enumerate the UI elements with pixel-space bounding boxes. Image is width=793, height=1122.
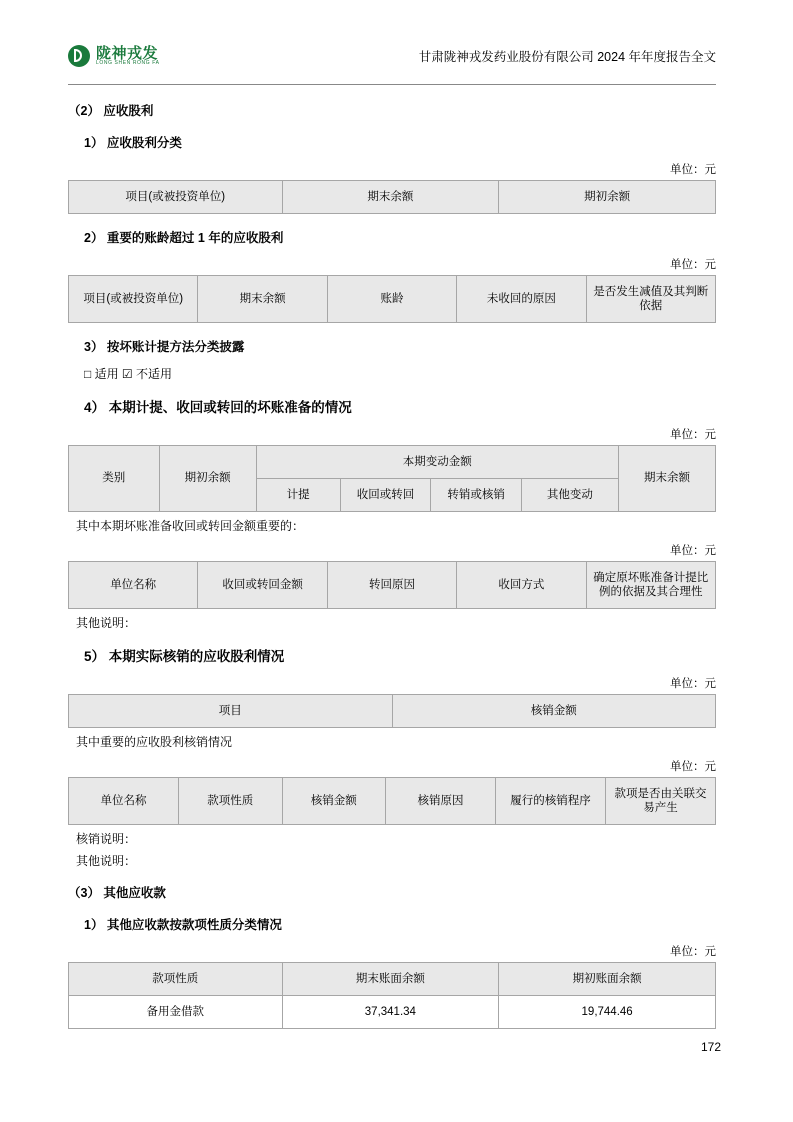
note-significant-writeoff: 其中重要的应收股利核销情况 — [76, 735, 233, 749]
column-header: 收回或转回 — [340, 479, 431, 512]
column-header: 未收回的原因 — [457, 276, 586, 323]
subsection-title-dividend-classification: 1） 应收股利分类 — [84, 136, 182, 150]
column-header: 单位名称 — [69, 562, 198, 609]
column-header: 核销金额 — [282, 778, 386, 825]
table-dividend-classification — [68, 180, 716, 214]
unit-label-4: 单位：元 — [670, 545, 716, 557]
applicability-checkboxes: □ 适用 ☑ 不适用 — [84, 367, 173, 381]
unit-label-6: 单位：元 — [670, 761, 716, 773]
table-significant-writeoff — [68, 777, 716, 825]
column-header: 期末余额 — [198, 276, 327, 323]
column-header: 期初余额 — [499, 181, 716, 214]
table-header-row — [69, 181, 716, 214]
column-header: 项目 — [69, 695, 393, 728]
table-row — [69, 996, 716, 1029]
column-header: 转回原因 — [327, 562, 456, 609]
company-logo — [68, 45, 160, 67]
note-other-explanation-2: 其他说明： — [76, 854, 137, 868]
page-header — [68, 30, 716, 82]
unit-label-1: 单位：元 — [670, 164, 716, 176]
table-significant-recovery — [68, 561, 716, 609]
column-header: 其他变动 — [521, 479, 618, 512]
table-writeoff — [68, 694, 716, 728]
column-header: 账龄 — [327, 276, 456, 323]
column-header: 确定原坏账准备计提比例的依据及其合理性 — [586, 562, 715, 609]
page-number: 172 — [700, 1040, 721, 1054]
table-header-row — [69, 276, 716, 323]
column-header: 款项性质 — [69, 963, 283, 996]
note-recovered-amounts: 其中本期坏账准备收回或转回金额重要的： — [76, 519, 305, 533]
column-group-header: 本期变动金额 — [256, 446, 618, 479]
unit-label-7: 单位：元 — [670, 946, 716, 958]
column-header: 计提 — [256, 479, 340, 512]
table-bad-debt-provision — [68, 445, 716, 512]
cell-beginning-balance: 19,744.46 — [499, 996, 716, 1029]
note-writeoff-explanation: 核销说明： — [76, 832, 137, 846]
column-header: 是否发生减值及其判断依据 — [586, 276, 715, 323]
subsection-title-bad-debt-disclosure: 3） 按坏账计提方法分类披露 — [84, 340, 245, 354]
logo-english-name: LONG SHEN RONG FA — [96, 60, 160, 67]
column-header: 期末余额 — [282, 181, 499, 214]
column-header: 履行的核销程序 — [496, 778, 606, 825]
logo-chinese-name: 陇神戎发 — [96, 44, 159, 62]
table-other-receivables-by-nature — [68, 962, 716, 1029]
table-header-row — [69, 695, 716, 728]
cell-nature: 备用金借款 — [69, 996, 283, 1029]
subsection-title-other-receivables-by-nature: 1） 其他应收款按款项性质分类情况 — [84, 918, 282, 932]
column-header: 期末余额 — [618, 446, 715, 512]
column-header: 期末账面余额 — [282, 963, 499, 996]
column-header: 转销或核销 — [431, 479, 522, 512]
table-header-row — [69, 778, 716, 825]
cell-ending-balance: 37,341.34 — [282, 996, 499, 1029]
table-aging-over-one-year — [68, 275, 716, 323]
subsection-title-bad-debt-provision: 4） 本期计提、收回或转回的坏账准备的情况 — [84, 400, 352, 415]
table-header-row — [69, 446, 716, 479]
column-header: 期初余额 — [159, 446, 256, 512]
header-divider — [68, 84, 716, 85]
unit-label-5: 单位：元 — [670, 678, 716, 690]
column-header: 项目(或被投资单位) — [69, 181, 283, 214]
logo-icon — [68, 45, 90, 67]
column-header: 款项性质 — [178, 778, 282, 825]
column-header: 项目(或被投资单位) — [69, 276, 198, 323]
column-header: 款项是否由关联交易产生 — [605, 778, 715, 825]
logo-text — [96, 46, 160, 67]
section-title-other-receivables: （3） 其他应收款 — [68, 886, 166, 900]
document-header-title: 甘肃陇神戎发药业股份有限公司 2024 年年度报告全文 — [418, 50, 716, 64]
column-header: 收回或转回金额 — [198, 562, 327, 609]
note-other-explanation-1: 其他说明： — [76, 616, 137, 630]
subsection-title-actual-writeoff: 5） 本期实际核销的应收股利情况 — [84, 649, 285, 664]
table-header-row — [69, 562, 716, 609]
section-title-dividends-receivable: （2） 应收股利 — [68, 104, 154, 118]
column-header: 期初账面余额 — [499, 963, 716, 996]
unit-label-3: 单位：元 — [670, 429, 716, 441]
subsection-title-aging-over-one-year: 2） 重要的账龄超过 1 年的应收股利 — [84, 231, 284, 245]
page-content — [68, 30, 716, 1031]
column-header: 类别 — [69, 446, 160, 512]
unit-label-2: 单位：元 — [670, 259, 716, 271]
column-header: 单位名称 — [69, 778, 179, 825]
table-header-row — [69, 963, 716, 996]
column-header: 收回方式 — [457, 562, 586, 609]
column-header: 核销原因 — [386, 778, 496, 825]
column-header: 核销金额 — [392, 695, 716, 728]
